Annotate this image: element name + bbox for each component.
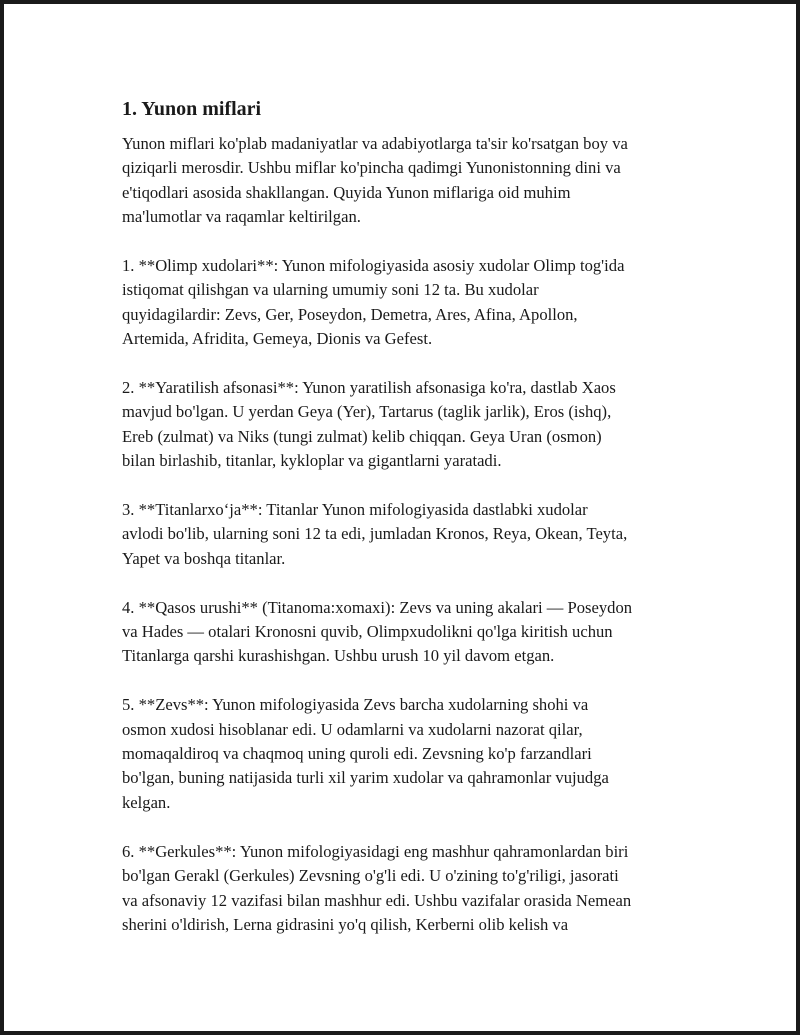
paragraph-zevs: 5. **Zevs**: Yunon mifologiyasida Zevs barcha xudolarning shohi va osmon xudosi hisoblanar edi. U odamlarni va xudolarni nazorat qilar, momaqaldiroq va chaqmoq uning quroli edi. Zevsning ko'p farzandlari bo'lgan, buning natijasida turli xil yarim xudolar va qahramonlar vujudga kelgan. [122, 695, 609, 812]
section-heading: 1. Yunon miflari [122, 98, 262, 120]
paragraph-olimp-xudolari: 1. **Olimp xudolari**: Yunon mifologiyasida asosiy xudolar Olimp tog'ida istiqomat qilishgan va ularning umumiy soni 12 ta. Bu xudolar quyidagilardir: Zevs, Ger, Poseydon, Demetra, Ares, Afina, Apollon, Artemida, Afridita, Gemeya, Dionis va Gefest. [122, 256, 625, 349]
paragraph-yaratilish-afsonasi: 2. **Yaratilish afsonasi**: Yunon yaratilish afsonasiga ko'ra, dastlab Xaos mavjud bo'lgan. U yerdan Geya (Yer), Tartarus (taglik jarlik), Eros (ishq), Ereb (zulmat) va Niks (tungi zulmat) kelib chiqqan. Geya Uran (osmon) bilan birlashib, titanlar, kykloplar va gigantlarni yaratadi. [122, 378, 616, 471]
paragraph-titanlar: 3. **Titanlarxo‘ja**: Titanlar Yunon mifologiyasida dastlabki xudolar avlodi bo'lib, ularning soni 12 ta edi, jumladan Kronos, Reya, Okean, Teyta, Yapet va boshqa titanlar. [122, 500, 628, 568]
document-content [122, 96, 692, 962]
paragraph-qasos-urushi: 4. **Qasos urushi** (Titanoma:xomaxi): Zevs va uning akalari — Poseydon va Hades — otalari Kronosni quvib, Olimpxudolikni qo'lga kiritish uchun Titanlarga qarshi kurashishgan. Ushbu urush 10 yil davom etgan. [122, 597, 633, 666]
paragraph-gerkules: 6. **Gerkules**: Yunon mifologiyasidagi eng mashhur qahramonlardan biri bo'lgan Gerakl (Gerkules) Zevsning o'g'li edi. U o'zining to'g'riligi, jasorati va afsonaviy 12 vazifasi bilan mashhur edi. Ushbu vazifalar orasida Nemean sherini o'ldirish, Lerna gidrasini yo'q qilish, Kerberni olib kelish va [122, 841, 632, 934]
paragraph-intro: Yunon miflari ko'plab madaniyatlar va adabiyotlarga ta'sir ko'rsatgan boy va qiziqarli merosdir. Ushbu miflar ko'pincha qadimgi Yunonistonning dini va e'tiqodlari asosida shakllangan. Quyida Yunon miflariga oid muhim ma'lumotlar va raqamlar keltirilgan. [122, 134, 628, 227]
